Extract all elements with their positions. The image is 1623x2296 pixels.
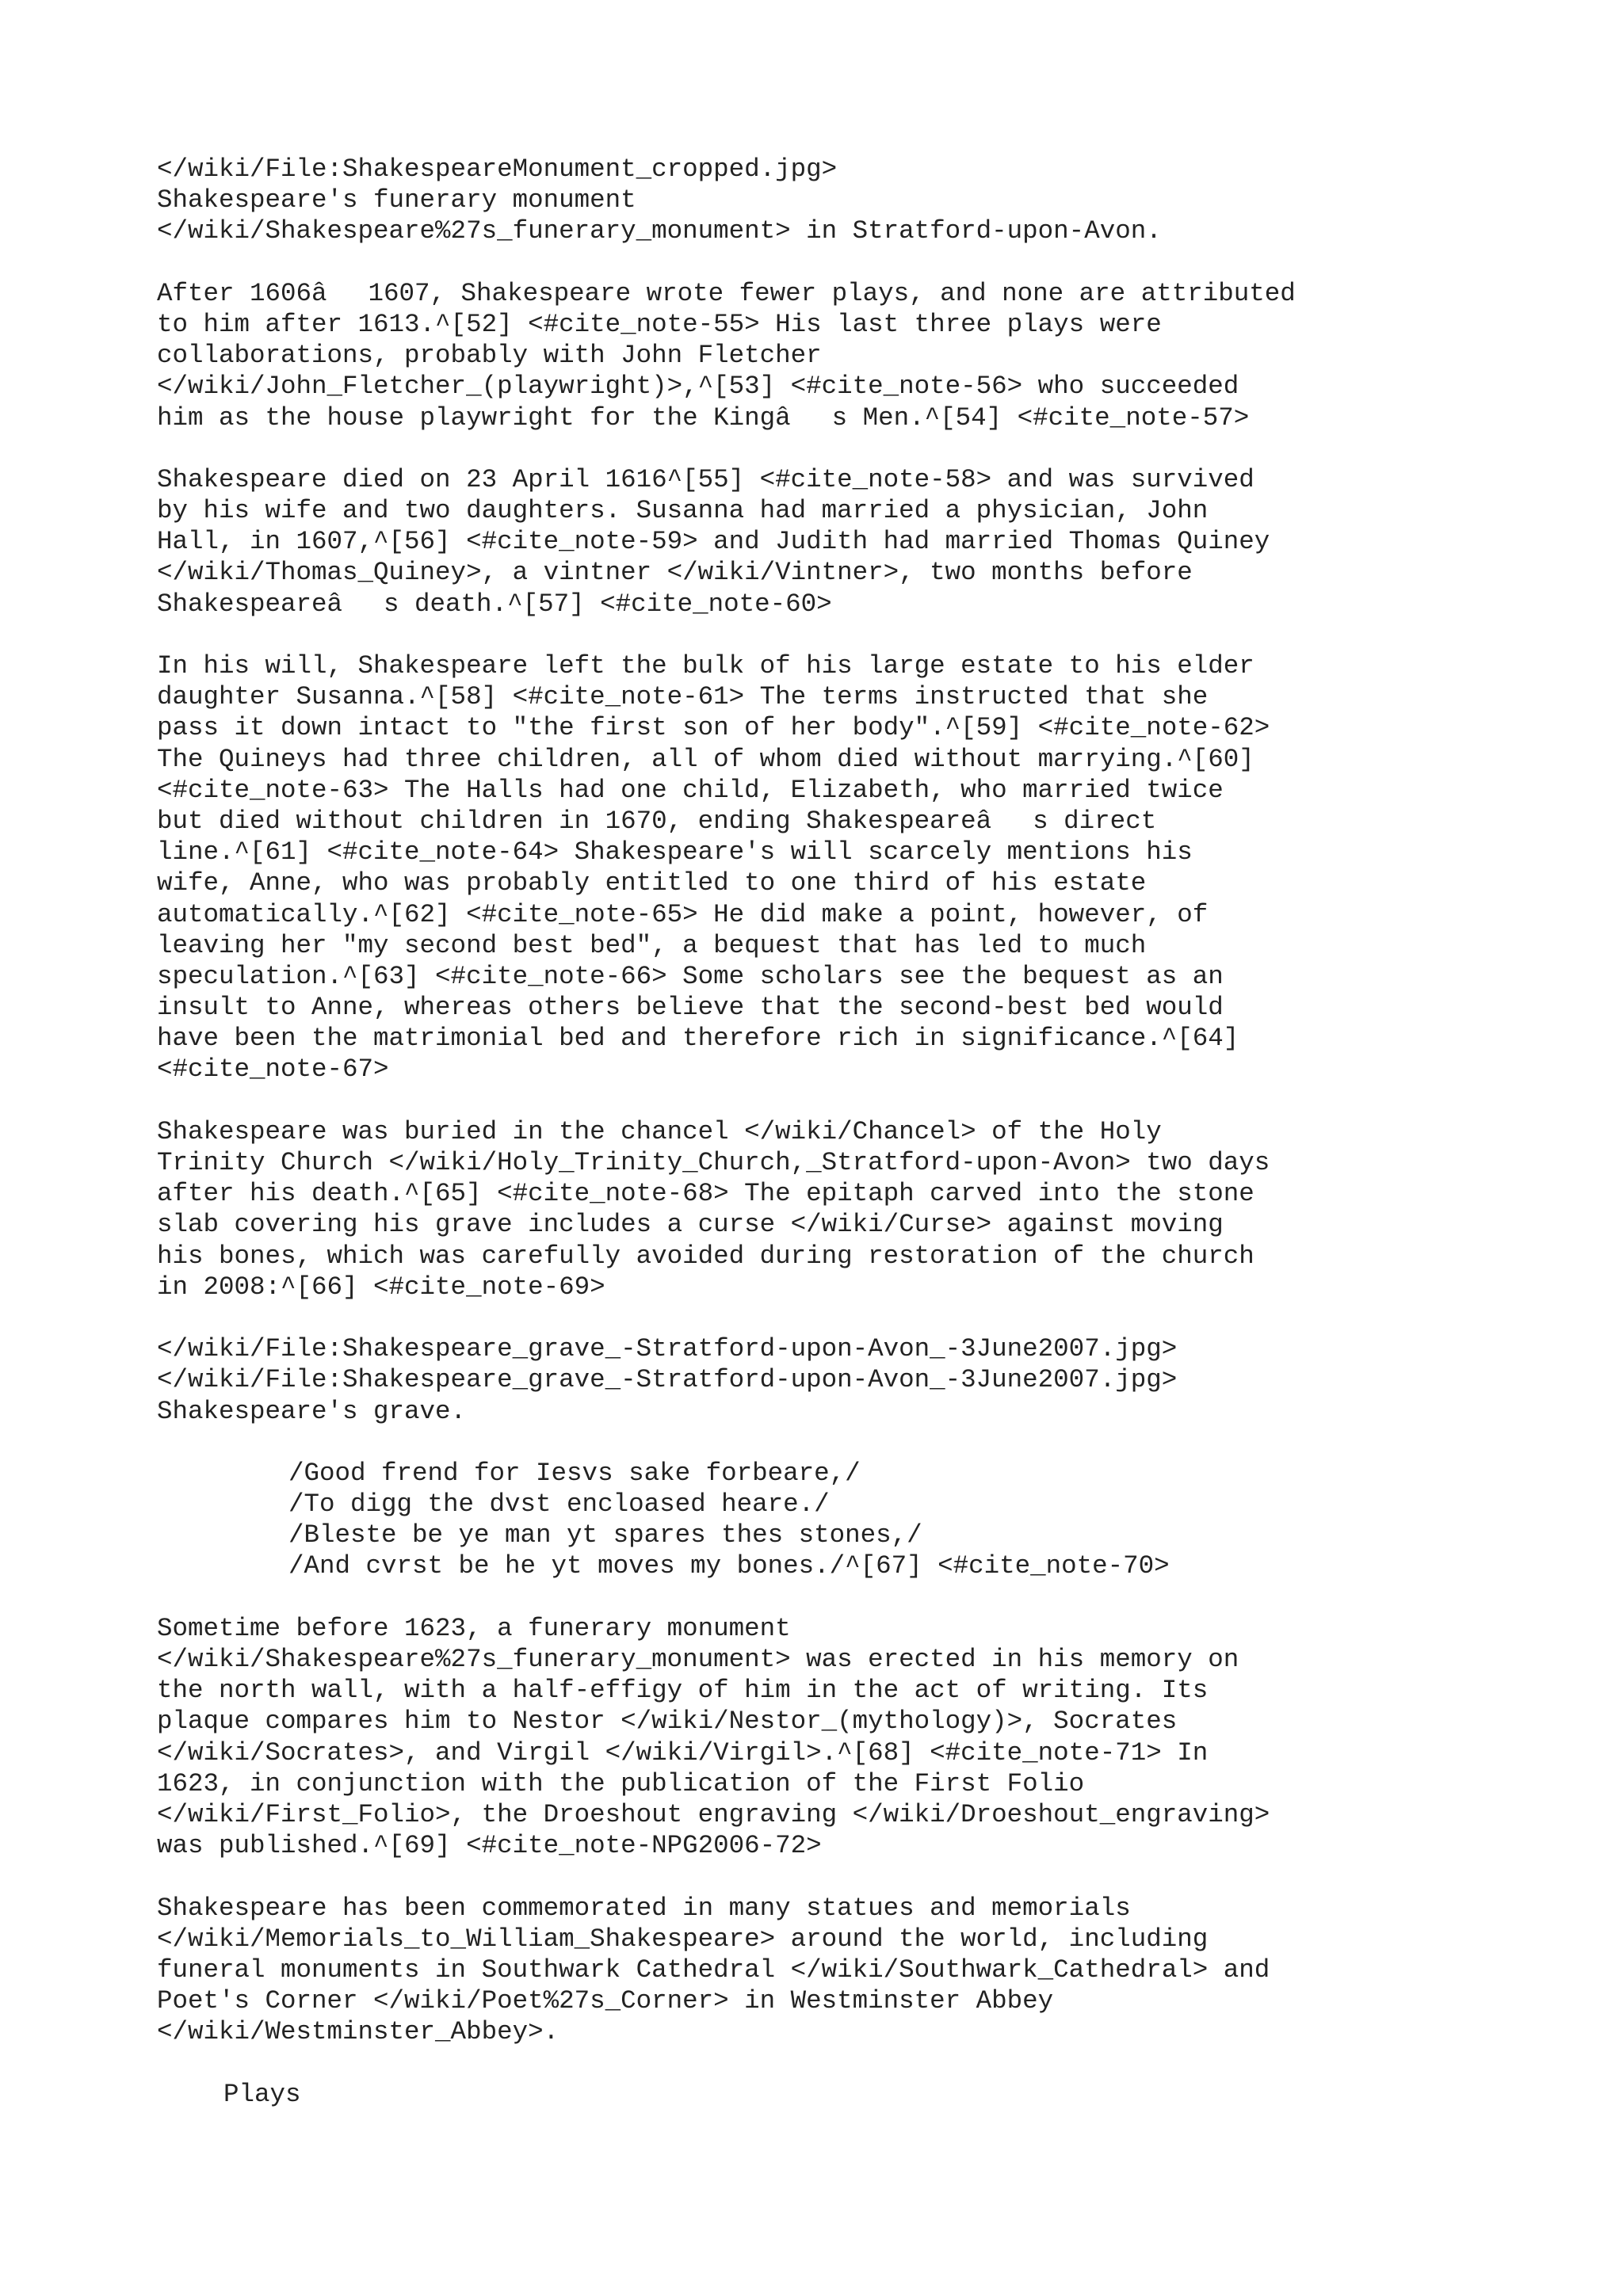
text-line: to him after 1613.^[52] <#cite_note-55> His last three plays were: [157, 309, 1162, 339]
text-line: by his wife and two daughters. Susanna had married a physician, John: [157, 496, 1209, 526]
text-line: collaborations, probably with John Fletcher: [157, 341, 822, 371]
text-line: in 2008:^[66] <#cite_note-69>: [157, 1272, 605, 1302]
text-line: wife, Anne, who was probably entitled to one third of his estate: [157, 868, 1147, 898]
text-line: /Bleste be ye man yt spares thes stones,/: [288, 1520, 922, 1550]
text-line: speculation.^[63] <#cite_note-66> Some scholars see the bequest as an: [157, 961, 1224, 991]
image-caption-monument: [157, 154, 1583, 247]
document-body: [157, 154, 1583, 2047]
text-line: funeral monuments in Southwark Cathedral </wiki/Southwark_Cathedral> and: [157, 1955, 1270, 1985]
paragraph-death: [157, 464, 1583, 620]
text-line: /To digg the dvst encloased heare./: [288, 1489, 830, 1520]
text-line: Shakespeare's funerary monument: [157, 185, 636, 215]
text-line: after his death.^[65] <#cite_note-68> The epitaph carved into the stone: [157, 1179, 1254, 1209]
paragraph-will: [157, 650, 1583, 1085]
paragraph-monument: [157, 1613, 1583, 1862]
document-page: [157, 154, 1583, 2110]
text-line: </wiki/File:ShakespeareMonument_cropped.jpg>: [157, 154, 838, 184]
text-line: The Quineys had three children, all of whom died without marrying.^[60]: [157, 744, 1254, 774]
text-line: </wiki/Shakespeare%27s_funerary_monument> was erected in his memory on: [157, 1645, 1239, 1674]
text-line: Shakespeareâs death.^[57] <#cite_note-60>: [157, 589, 832, 619]
text-line: <#cite_note-63> The Halls had one child, Elizabeth, who married twice: [157, 775, 1224, 805]
text-line: but died without children in 1670, ending Shakespeareâs direct: [157, 806, 1157, 836]
text-line: Trinity Church </wiki/Holy_Trinity_Church,_Stratford-upon-Avon> two days: [157, 1148, 1270, 1177]
text-line: </wiki/First_Folio>, the Droeshout engraving </wiki/Droeshout_engraving>: [157, 1799, 1270, 1829]
text-line: the north wall, with a half-effigy of him in the act of writing. Its: [157, 1676, 1209, 1706]
text-line: automatically.^[62] <#cite_note-65> He did make a point, however, of: [157, 899, 1209, 929]
section-heading-plays: Plays: [223, 2079, 301, 2109]
text-line: plaque compares him to Nestor </wiki/Nestor_(mythology)>, Socrates: [157, 1707, 1178, 1737]
text-line: have been the matrimonial bed and therefore rich in significance.^[64]: [157, 1024, 1239, 1054]
paragraph-memorials: [157, 1893, 1583, 2048]
text-line: </wiki/File:Shakespeare_grave_-Stratford-upon-Avon_-3June2007.jpg>: [157, 1334, 1178, 1364]
text-line: </wiki/John_Fletcher_(playwright)>,^[53] <#cite_note-56> who succeeded: [157, 372, 1239, 402]
text-line: </wiki/File:Shakespeare_grave_-Stratford-upon-Avon_-3June2007.jpg>: [157, 1365, 1178, 1395]
text-line: daughter Susanna.^[58] <#cite_note-61> The terms instructed that she: [157, 682, 1209, 712]
text-line: Shakespeare died on 23 April 1616^[55] <#cite_note-58> and was survived: [157, 464, 1254, 494]
text-line: /And cvrst be he yt moves my bones./^[67] <#cite_note-70>: [288, 1551, 1170, 1581]
text-line: 1623, in conjunction with the publication of the First Folio: [157, 1768, 1085, 1798]
paragraph-late-plays: [157, 278, 1583, 433]
image-caption-grave: [157, 1333, 1583, 1427]
text-line: Shakespeare was buried in the chancel </wiki/Chancel> of the Holy: [157, 1116, 1162, 1146]
text-line: leaving her "my second best bed", a bequest that has led to much: [157, 930, 1147, 960]
text-line: After 1606â1607, Shakespeare wrote fewer plays, and none are attributed: [157, 278, 1296, 308]
paragraph-burial: [157, 1116, 1583, 1302]
text-line: </wiki/Thomas_Quiney>, a vintner </wiki/Vintner>, two months before: [157, 558, 1193, 588]
text-line: Sometime before 1623, a funerary monument: [157, 1613, 791, 1643]
text-line: </wiki/Memorials_to_William_Shakespeare> around the world, including: [157, 1924, 1209, 1954]
text-line: his bones, which was carefully avoided during restoration of the church: [157, 1241, 1254, 1271]
text-line: Poet's Corner </wiki/Poet%27s_Corner> in Westminster Abbey: [157, 1986, 1054, 2016]
text-line: him as the house playwright for the Kingâs Men.^[54] <#cite_note-57>: [157, 402, 1250, 433]
text-line: Hall, in 1607,^[56] <#cite_note-59> and Judith had married Thomas Quiney: [157, 527, 1270, 557]
text-line: line.^[61] <#cite_note-64> Shakespeare's will scarcely mentions his: [157, 837, 1193, 868]
text-line: <#cite_note-67>: [157, 1055, 389, 1085]
text-line: Shakespeare's grave.: [157, 1396, 467, 1426]
text-line: In his will, Shakespeare left the bulk of his large estate to his elder: [157, 651, 1254, 681]
epitaph-verse: [157, 1458, 1583, 1582]
text-line: </wiki/Westminster_Abbey>.: [157, 2017, 559, 2047]
text-line: Shakespeare has been commemorated in many statues and memorials: [157, 1893, 1131, 1923]
text-line: </wiki/Socrates>, and Virgil </wiki/Virgil>.^[68] <#cite_note-71> In: [157, 1737, 1209, 1768]
text-line: pass it down intact to "the first son of her body".^[59] <#cite_note-62>: [157, 713, 1270, 743]
text-line: slab covering his grave includes a curse </wiki/Curse> against moving: [157, 1210, 1224, 1240]
text-line: insult to Anne, whereas others believe that the second-best bed would: [157, 993, 1224, 1023]
text-line: </wiki/Shakespeare%27s_funerary_monument> in Stratford-upon-Avon.: [157, 216, 1162, 246]
text-line: was published.^[69] <#cite_note-NPG2006-72>: [157, 1831, 822, 1861]
text-line: /Good frend for Iesvs sake forbeare,/: [288, 1458, 861, 1488]
